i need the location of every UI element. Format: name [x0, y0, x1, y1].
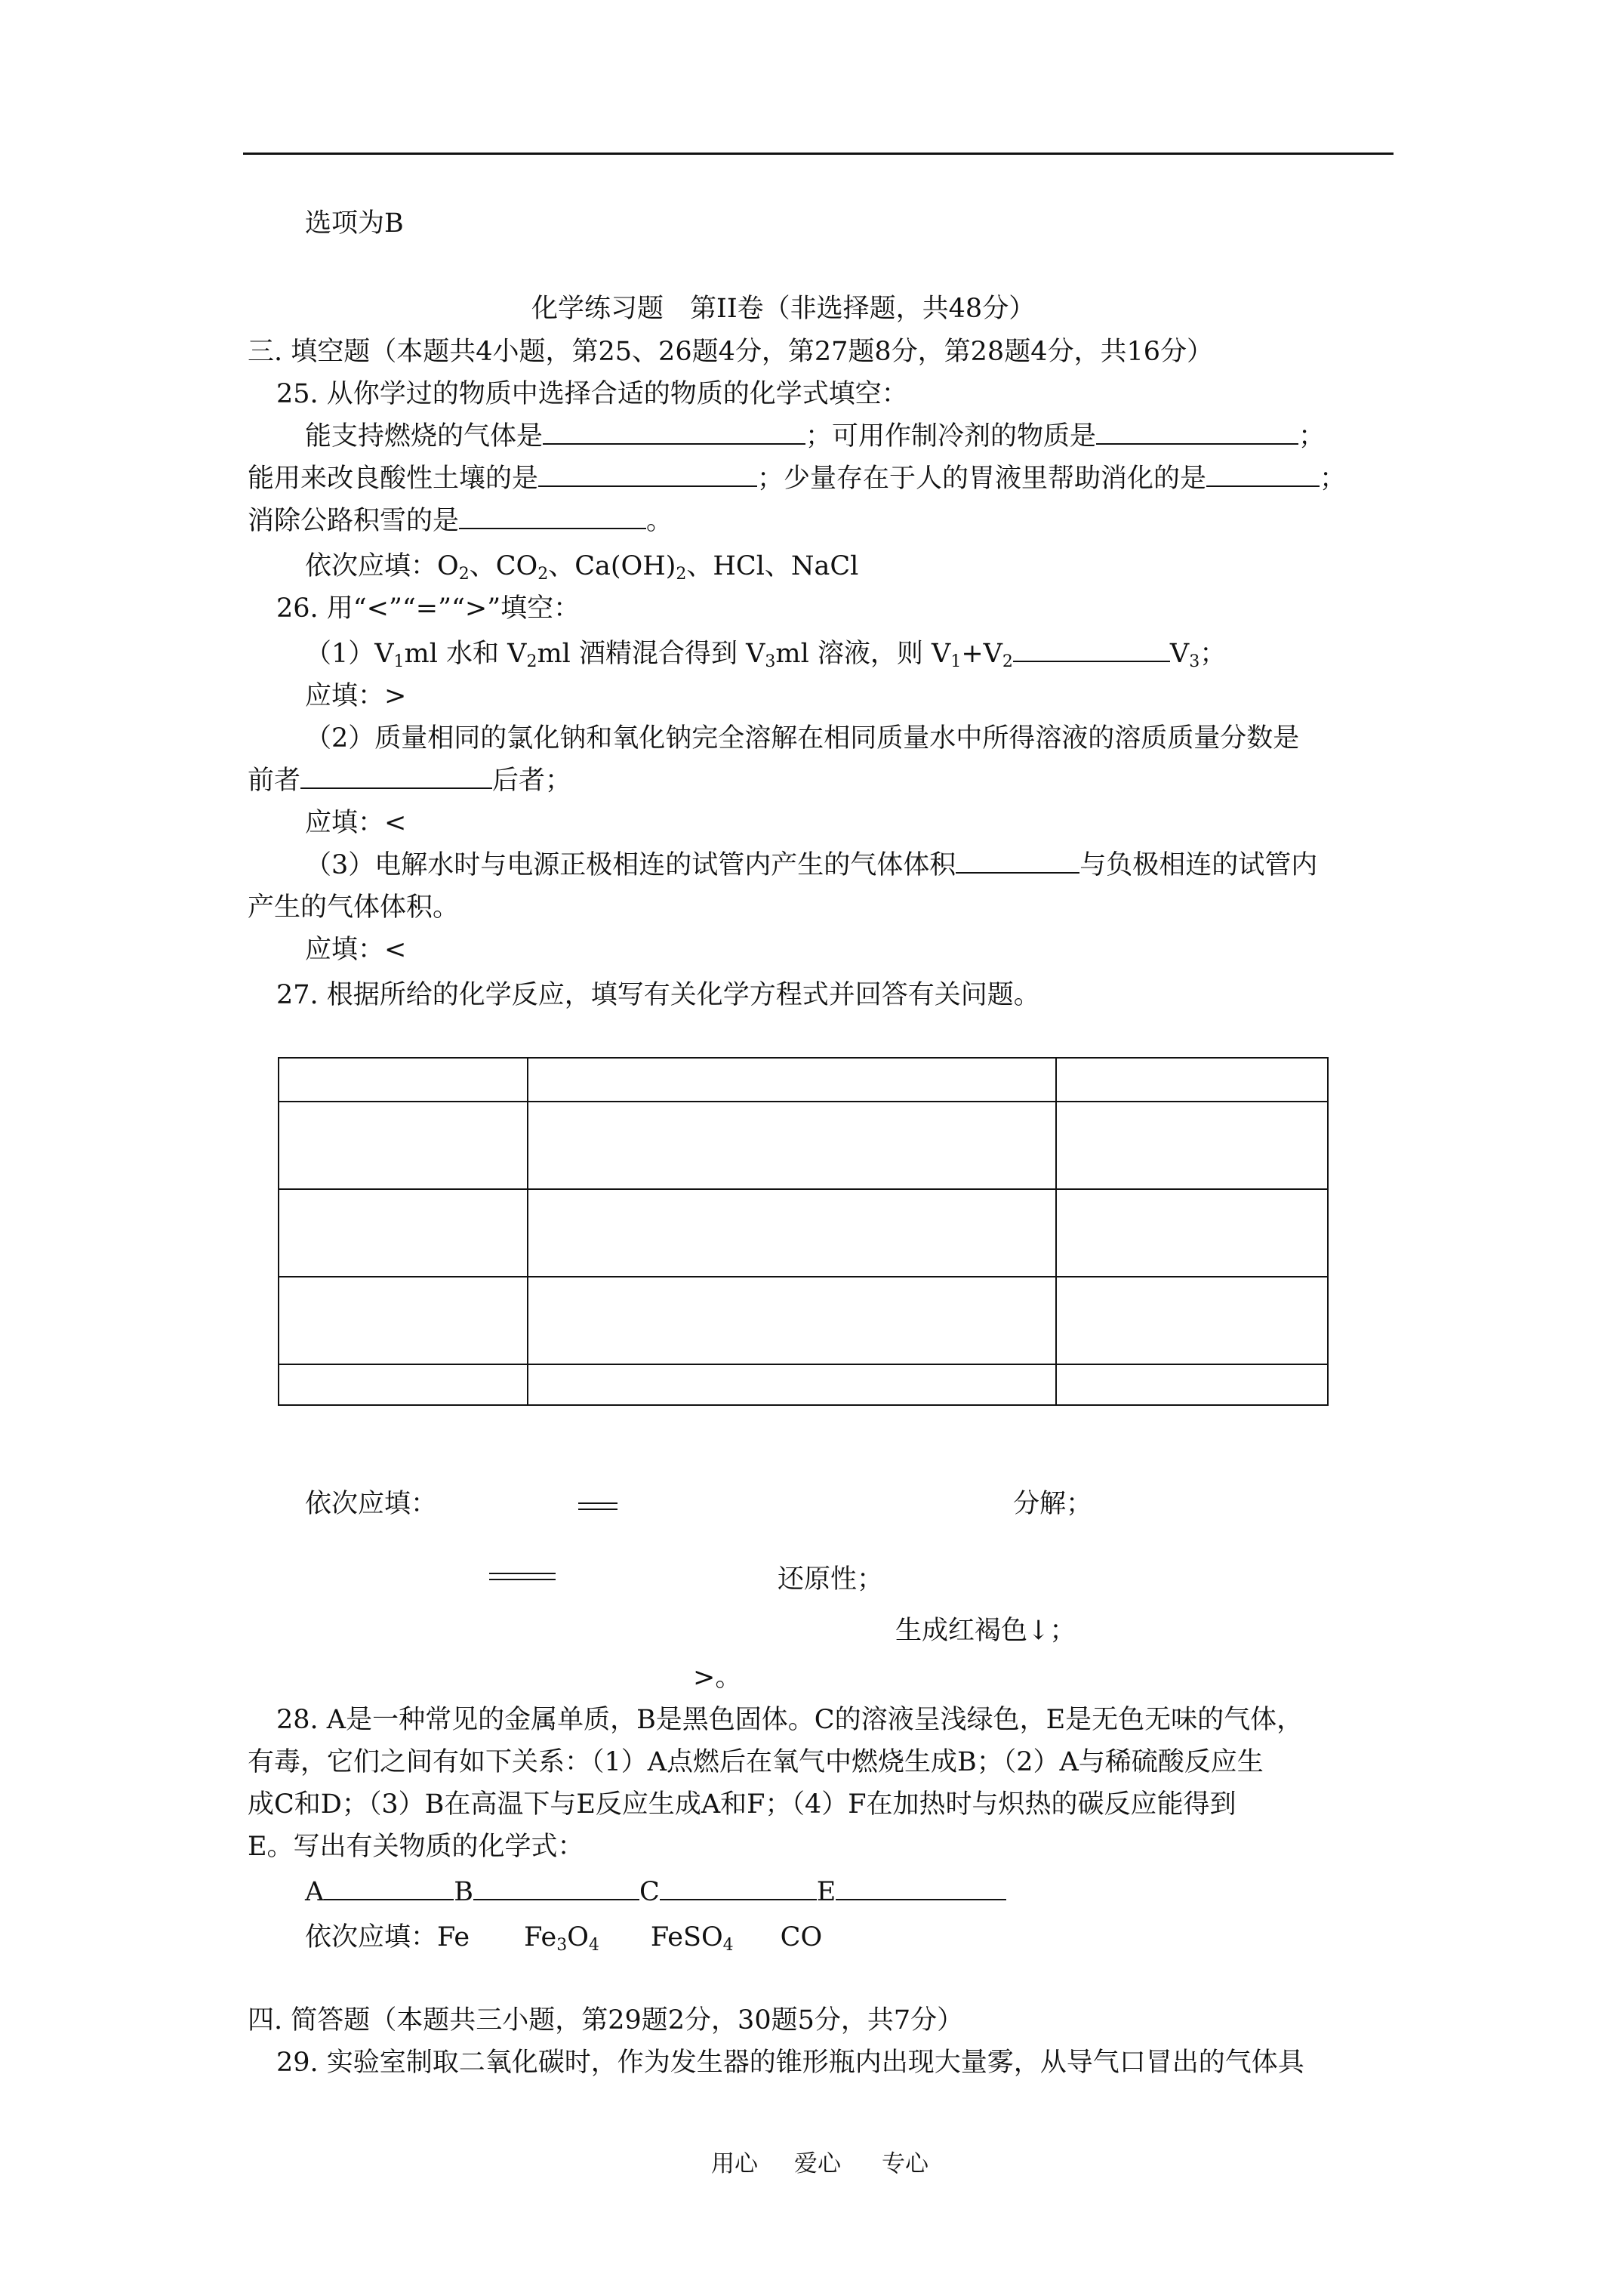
- formula-subscript: 2: [458, 565, 470, 584]
- q29-text: 29. 实验室制取二氧化碳时，作为发生器的锥形瓶内出现大量雾，从导气口冒出的气体具: [276, 2048, 1304, 2078]
- q25-line3: [248, 504, 673, 538]
- formula-text: Fe: [524, 1922, 557, 1952]
- q27-answer-fragment: 还原性；: [778, 1564, 884, 1595]
- q26-stem: 26. 用“<”“=”“>”填空：: [276, 593, 581, 624]
- q26-part3-line1: [305, 849, 1317, 882]
- q26-text: （3）电解水时与电源正极相连的试管内产生的气体体积: [305, 850, 956, 880]
- equals-sign: [578, 1502, 617, 1510]
- formula-text: FeSO: [650, 1922, 723, 1952]
- q27-answer-fragment: 生成红褐色↓；: [895, 1616, 1076, 1646]
- q25-stem: 25. 从你学过的物质中选择合适的物质的化学式填空：: [276, 379, 908, 409]
- q25-answer: [305, 550, 858, 583]
- formula-text: O: [437, 551, 459, 581]
- footer-text-1: 用心: [711, 2150, 758, 2177]
- answer-blank: [300, 765, 492, 789]
- reaction-table: [278, 1057, 1329, 1406]
- q26-answer3: 应填：<: [305, 935, 407, 965]
- answer-blank: [1013, 638, 1170, 662]
- table-row-divider: [279, 1188, 1327, 1190]
- answer-blank: [836, 1876, 1006, 1900]
- table-row-divider: [279, 1276, 1327, 1277]
- q26-part1: [305, 637, 1226, 670]
- q25-text: ；: [1320, 464, 1347, 494]
- q26-text: V: [1169, 639, 1190, 669]
- formula-text: 、HCl、NaCl: [686, 551, 859, 581]
- q28-text: B: [454, 1877, 474, 1907]
- table-column-divider: [527, 1059, 528, 1404]
- q28-text: C: [639, 1877, 660, 1907]
- q26-answer1: 应填：>: [305, 681, 407, 711]
- formula-subscript: 3: [765, 652, 776, 671]
- answer-blank: [324, 1876, 454, 1900]
- q26-text: 前者: [248, 766, 301, 796]
- formula-text: 、Ca(OH): [548, 551, 676, 581]
- answer-blank: [956, 849, 1079, 874]
- q27-stem: 27. 根据所给的化学反应，填写有关化学方程式并回答有关问题。: [276, 980, 1040, 1010]
- q25-line1: [305, 420, 1325, 453]
- q26-text: ml 水和 V: [404, 639, 527, 669]
- formula-text: 、CO: [469, 551, 538, 581]
- formula-subscript: 2: [676, 565, 687, 584]
- footer-text-2: 爱心: [794, 2150, 841, 2177]
- section4-heading: 四. 简答题（本题共三小题，第29题2分，30题5分，共7分）: [248, 2005, 964, 2036]
- formula-text: CO: [780, 1922, 823, 1952]
- answer-label: 依次应填：: [305, 1922, 438, 1952]
- q27-answer-fragment: 分解；: [1013, 1489, 1093, 1519]
- formula-subscript: 3: [1189, 652, 1200, 671]
- q26-text: +V: [961, 639, 1002, 669]
- formula-subscript: 4: [722, 1936, 734, 1955]
- q25-text: 能用来改良酸性土壤的是: [248, 464, 539, 494]
- q25-text: 。: [646, 506, 673, 536]
- answer-blank: [1206, 463, 1320, 487]
- q26-part2-line1: （2）质量相同的氯化钠和氧化钠完全溶解在相同质量水中所得溶液的溶质质量分数是: [305, 723, 1300, 754]
- answer-blank: [473, 1876, 639, 1900]
- q26-text: ；: [1200, 639, 1227, 669]
- formula-subscript: 1: [950, 652, 962, 671]
- answer-blank: [538, 463, 757, 487]
- section3-heading: 三. 填空题（本题共4小题，第25、26题4分，第27题8分，第28题4分，共16分）: [248, 337, 1214, 367]
- formula-subscript: 3: [556, 1936, 568, 1955]
- answer-blank: [660, 1876, 817, 1900]
- formula-subscript: 4: [588, 1936, 599, 1955]
- header-rule: [243, 153, 1394, 155]
- q27-answer-label: 依次应填：: [305, 1489, 438, 1519]
- formula-subscript: 2: [1002, 652, 1013, 671]
- q26-text: ml 酒精混合得到 V: [537, 639, 765, 669]
- q25-text: ；: [1298, 421, 1326, 451]
- q28-answer: [305, 1921, 822, 1954]
- q26-text: 后者；: [492, 766, 572, 796]
- formula-subscript: 2: [526, 652, 537, 671]
- q25-text: 消除公路积雪的是: [248, 506, 460, 536]
- formula-text: Fe: [437, 1922, 470, 1952]
- q26-text: （1）V: [305, 639, 394, 669]
- q26-part3-line2: 产生的气体体积。: [248, 892, 460, 923]
- answer-blank: [543, 421, 805, 445]
- q25-text: ；可用作制冷剂的物质是: [805, 421, 1097, 451]
- answer-blank: [459, 505, 646, 529]
- equals-sign: [489, 1573, 556, 1580]
- q28-blanks: [305, 1875, 1006, 1909]
- q26-text: ml 溶液，则 V: [775, 639, 951, 669]
- answer-label: 依次应填：: [305, 551, 438, 581]
- q28-line1: 28. A是一种常见的金属单质，B是黑色固体。C的溶液呈浅绿色，E是无色无味的气体，: [276, 1705, 1304, 1735]
- q26-answer2: 应填：<: [305, 808, 407, 838]
- q28-text: E: [816, 1877, 836, 1907]
- q28-line3: 成C和D；（3）B在高温下与E反应生成A和F；（4）F在加热时与炽热的碳反应能得到: [248, 1789, 1236, 1820]
- q25-line2: [248, 462, 1346, 495]
- q28-line4: E。写出有关物质的化学式：: [248, 1832, 584, 1862]
- q27-answer-fragment: >。: [693, 1663, 742, 1693]
- table-row-divider: [279, 1101, 1327, 1102]
- q25-text: ；少量存在于人的胃液里帮助消化的是: [757, 464, 1207, 494]
- table-column-divider: [1055, 1059, 1057, 1404]
- header-note: 选项为B: [305, 208, 404, 239]
- formula-subscript: 2: [537, 565, 549, 584]
- formula-text: O: [567, 1922, 589, 1952]
- footer-text-3: 专心: [882, 2150, 929, 2177]
- q26-part2-line2: [248, 764, 571, 797]
- q26-text: 与负极相连的试管内: [1079, 850, 1318, 880]
- table-row-divider: [279, 1364, 1327, 1365]
- q28-text: A: [305, 1877, 325, 1907]
- formula-subscript: 1: [393, 652, 405, 671]
- q25-text: 能支持燃烧的气体是: [305, 421, 544, 451]
- q28-line2: 有毒，它们之间有如下关系：（1）A点燃后在氧气中燃烧生成B；（2）A与稀硫酸反应生: [248, 1747, 1264, 1777]
- answer-blank: [1096, 421, 1298, 445]
- section-title: 化学练习题 第II卷（非选择题，共48分）: [531, 294, 1036, 324]
